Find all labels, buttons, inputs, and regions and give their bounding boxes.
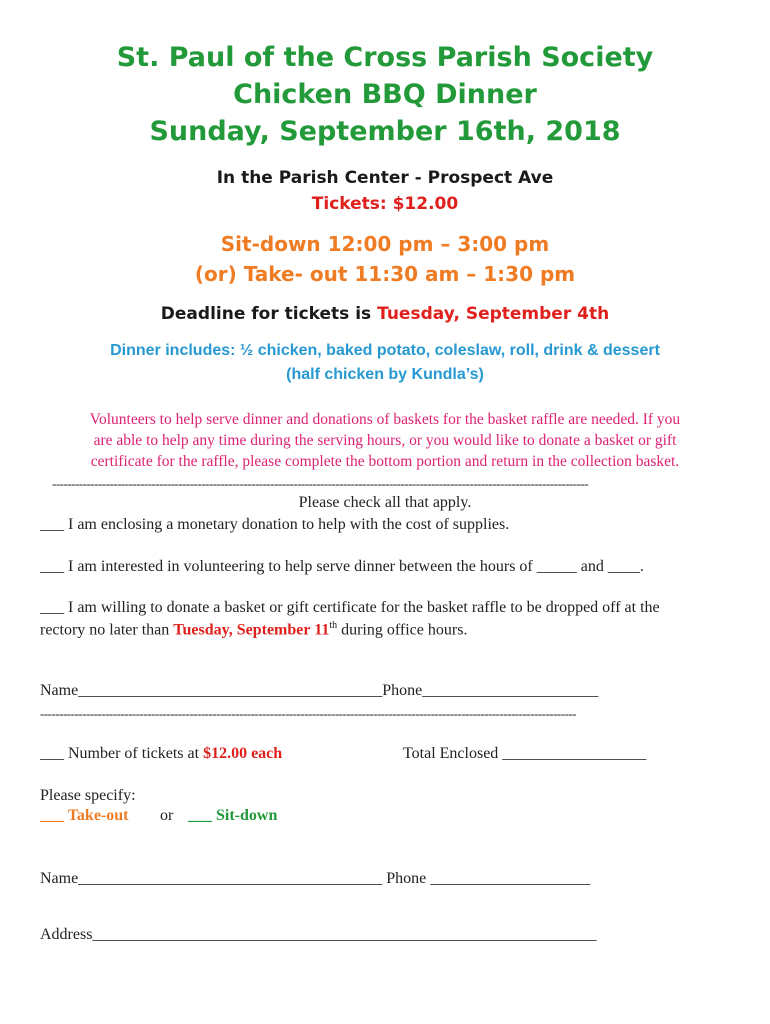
basket-date-suffix: th (329, 620, 338, 631)
sitdown-option[interactable]: ___ Sit-down (188, 807, 278, 824)
volunteer-checkbox-line[interactable]: ___ I am interested in volunteering to help serve dinner between the hours of _____ and ____. (40, 558, 644, 575)
ticket-count-line[interactable] (40, 745, 282, 763)
volunteer-text-3: certificate for the raffle, please complete the bottom portion and return in the collection basket. (90, 453, 680, 470)
dinner-includes: Dinner includes: ½ chicken, baked potato, coleslaw, roll, drink & dessert (110, 342, 660, 359)
location: In the Parish Center - Prospect Ave (216, 168, 554, 188)
basket-prefix: rectory no later than (40, 621, 174, 639)
check-all-instruction: Please check all that apply. (298, 494, 472, 511)
sitdown-time: Sit-down 12:00 pm – 3:00 pm (220, 232, 550, 256)
basket-date: Tuesday, September 11 (173, 621, 330, 639)
or-label: or (160, 807, 174, 824)
donation-checkbox-line[interactable]: ___ I am enclosing a monetary donation to help with the cost of supplies. (40, 516, 510, 533)
basket-deadline-line (40, 620, 467, 639)
name-phone-field-2[interactable]: Name______________________________________ Phone ____________________ (40, 870, 591, 887)
name-phone-field-1[interactable]: Name______________________________________Phone______________________ (40, 682, 599, 699)
divider-top: -------------------------------------------------------------------------------------------------------------------------------------------- (52, 476, 589, 491)
deadline-prefix: Deadline for tickets is (160, 304, 378, 324)
ticket-count-prefix: ___ Number of tickets at (40, 745, 204, 762)
volunteer-text-1: Volunteers to help serve dinner and donations of baskets for the basket raffle are needed. If you (89, 411, 681, 428)
title-line-3: Sunday, September 16th, 2018 (149, 116, 621, 147)
basket-suffix: during office hours. (337, 621, 468, 639)
title-line-2: Chicken BBQ Dinner (233, 79, 537, 110)
takeout-time: (or) Take- out 11:30 am – 1:30 pm (194, 262, 576, 286)
total-enclosed-field[interactable]: Total Enclosed __________________ (403, 745, 647, 762)
basket-checkbox-line[interactable]: ___ I am willing to donate a basket or gift certificate for the basket raffle to be dropped off at the (40, 599, 660, 616)
divider-bottom: -------------------------------------------------------------------------------------------------------------------------------------------- (40, 706, 577, 721)
deadline-line (0, 304, 770, 324)
dinner-note: (half chicken by Kundla’s) (286, 366, 484, 383)
title-line-1: St. Paul of the Cross Parish Society (116, 42, 654, 73)
volunteer-text-2: are able to help any time during the serving hours, or you would like to donate a basket or gift (93, 432, 677, 449)
ticket-price: Tickets: $12.00 (311, 194, 459, 214)
ticket-count-price: $12.00 each (203, 745, 283, 762)
address-field[interactable]: Address_______________________________________________________________ (40, 926, 597, 943)
deadline-date: Tuesday, September 4th (377, 304, 610, 324)
please-specify: Please specify: (40, 787, 136, 804)
takeout-option[interactable]: ___ Take-out (40, 807, 129, 824)
